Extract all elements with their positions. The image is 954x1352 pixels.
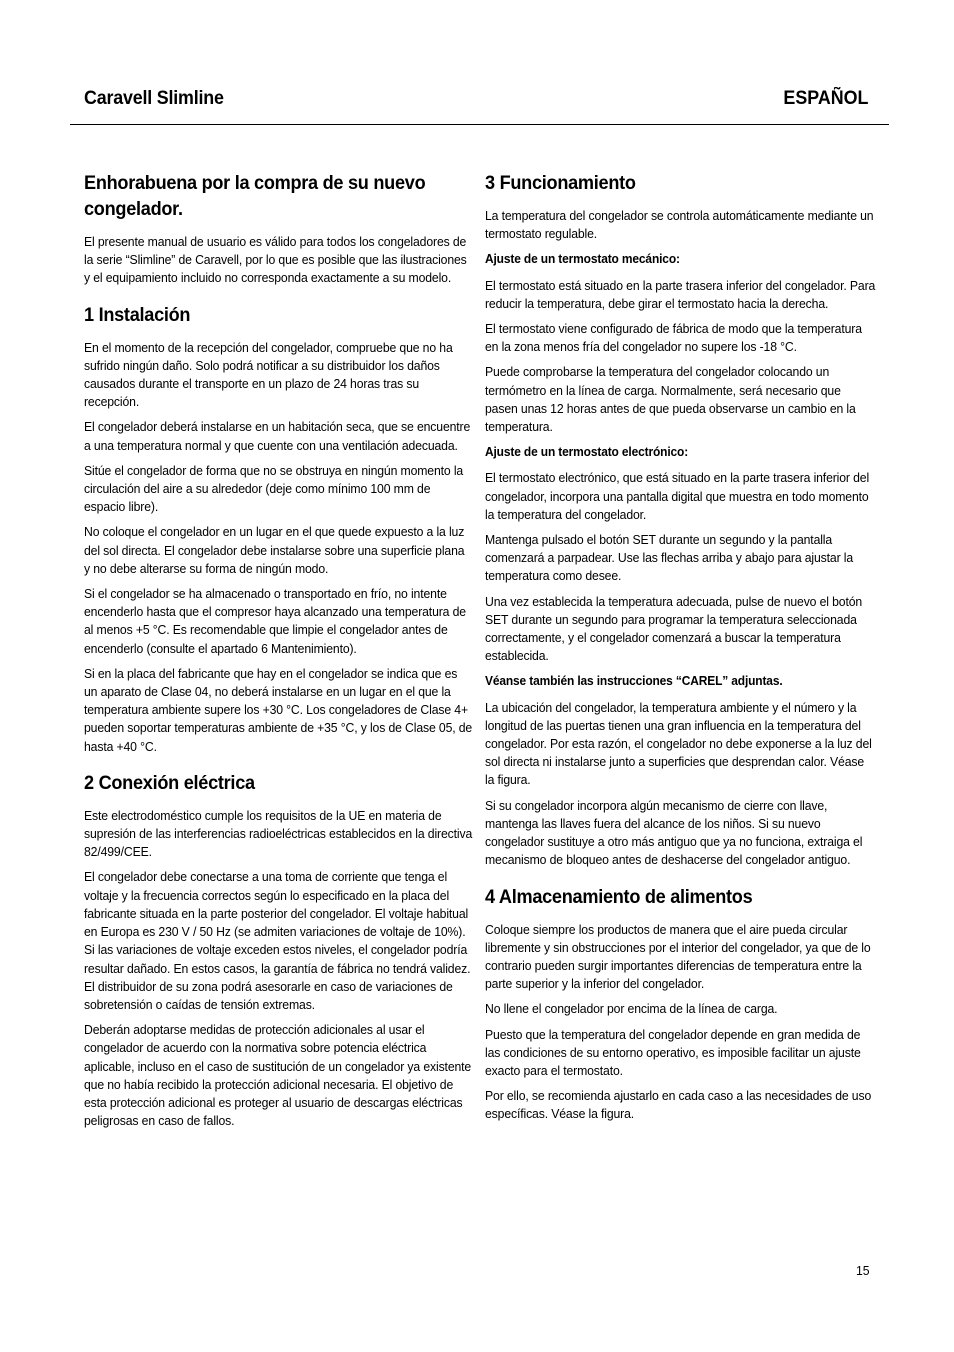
installation-paragraph: No coloque el congelador en un lugar en el que quede expuesto a la luz del sol directa. El congelador debe instalarse sobre una superficie plana y no debe alterarse su forma de ningún modo. xyxy=(84,524,465,576)
intro-paragraph: El presente manual de usuario es válido para todos los congeladores de la serie “Slimline” de Caravell, por lo que es posible que las ilustraciones y el equipamiento incluido no corresponda exactamente a su modelo. xyxy=(84,234,467,286)
operation-paragraph: La temperatura del congelador se controla automáticamente mediante un termostato regulable. xyxy=(485,208,874,242)
storage-paragraph: Coloque siempre los productos de manera que el aire pueda circular libremente y sin obstrucciones por el interior del congelador, ya que de lo contrario pueden surgir importantes diferencias de temperatura entre la parte superior y la inferior del congelador. xyxy=(485,921,871,992)
storage-paragraph: Por ello, se recomienda ajustarlo en cada caso a las necesidades de uso específicas. Véase la figura. xyxy=(485,1088,872,1122)
installation-paragraph: Si el congelador se ha almacenado o transportado en frío, no intente encenderlo hasta que el compresor haya alcanzado una temperatura de al menos +5 °C. Es recomendable que limpie el congelador antes de encenderlo (consulte el apartado 6 Mantenimiento). xyxy=(84,586,466,656)
intro-title: Enhorabuena por la compra de su nuevo congelador. xyxy=(84,172,426,220)
language-label: ESPAÑOL xyxy=(782,88,868,109)
storage-paragraph: Puesto que la temperatura del congelador depende en gran medida de las condiciones de su entorno operativo, es imposible facilitar un ajuste exacto para el termostato. xyxy=(485,1026,861,1078)
storage-paragraph: No llene el congelador por encima de la línea de carga. xyxy=(485,1001,778,1017)
page-number: 15 xyxy=(856,1263,870,1278)
page-header xyxy=(70,84,889,125)
mechanical-paragraph: Puede comprobarse la temperatura del congelador colocando un termómetro en la línea de carga. Normalmente, será necesario que pasen unas 12 horas antes de que pueda observarse un cambio en la temperatura. xyxy=(485,364,856,435)
carel-note: Véanse también las instrucciones “CAREL” adjuntas. xyxy=(485,673,783,689)
electronic-paragraph: Mantenga pulsado el botón SET durante un segundo y la pantalla comenzará a parpadear. Use las flechas arriba y abajo para ajustar la temperatura como desee. xyxy=(485,532,854,584)
electrical-paragraph: Deberán adoptarse medidas de protección adicionales al usar el congelador de acuerdo con la normativa sobre potencia eléctrica aplicable, incluso en el caso de sustitución de un congelador ya existente que no había recibido la protección adicional necesaria. El objetivo de esta protección adicional es proteger al usuario de descargas eléctricas peligrosas en caso de fallos. xyxy=(84,1022,472,1129)
right-column xyxy=(485,170,875,1131)
electronic-paragraph: Una vez establecida la temperatura adecuada, pulse de nuevo el botón SET durante un segundo para programar la temperatura seleccionada correctamente, y el congelador comenzará a buscar la temperatura establecida. xyxy=(485,593,863,664)
installation-paragraph: Sitúe el congelador de forma que no se obstruya en ningún momento la circulación del aire a su alrededor (deje como mínimo 100 mm de espacio libre). xyxy=(84,462,464,515)
installation-paragraph: Si en la placa del fabricante que hay en el congelador se indica que es un aparato de Clase 04, no deberá instalarse en un lugar en el que la temperatura ambiente supere los +30 °C. Los congeladores de Clase 4+ pueden soportar temperaturas ambiente de +35 °C, y los de Clase 05, de hasta +40 °C. xyxy=(84,665,473,754)
electrical-paragraph: El congelador debe conectarse a una toma de corriente que tenga el voltaje y la frecuencia correctos según lo especificado en la placa del fabricante situada en la parte posterior del congelador. El voltaje habitual en Europa es 230 V / 50 Hz (se admiten variaciones de voltaje de 10%). Si las variaciones de voltaje exceden estos niveles, el congelador podría resultar dañado. En estos casos, la garantía de fábrica no tendrá validez. El distribuidor de su zona podrá asesorarle en caso de variaciones de sobretensión o caídas de tensión extremas. xyxy=(84,869,471,1012)
left-column xyxy=(84,170,472,1137)
mechanical-thermostat-heading: Ajuste de un termostato mecánico: xyxy=(485,251,680,267)
operation-paragraph: La ubicación del congelador, la temperatura ambiente y el número y la longitud de las puertas tienen una gran influencia en la temperatura del congelador. Por esta razón, el congelador no debe exponerse a la luz del sol directa ni instalarse junto a superficies que desprendan calor. Véase la figura. xyxy=(485,699,872,788)
brand-title: Caravell Slimline xyxy=(84,88,224,109)
electronic-paragraph: El termostato electrónico, que está situado en la parte trasera inferior del congelador, incorpora una pantalla digital que muestra en todo momento la temperatura del congelador. xyxy=(485,470,870,522)
operation-title: 3 Funcionamiento xyxy=(485,172,636,194)
mechanical-paragraph: El termostato está situado en la parte trasera inferior del congelador. Para reducir la temperatura, debe girar el termostato hacia la derecha. xyxy=(485,277,876,311)
installation-paragraph: El congelador deberá instalarse en un habitación seca, que se encuentre a una temperatura normal y que cuente con una ventilación adecuada. xyxy=(84,419,471,453)
storage-title: 4 Almacenamiento de alimentos xyxy=(485,885,753,908)
electrical-title: 2 Conexión eléctrica xyxy=(84,771,255,794)
operation-paragraph: Si su congelador incorpora algún mecanismo de cierre con llave, mantenga las llaves fuera del alcance de los niños. Si su nuevo congelador sustituye a otro más antiguo que ya no funciona, extraiga el mecanismo de bloqueo antes de deshacerse del congelador antiguo. xyxy=(485,797,863,868)
mechanical-paragraph: El termostato viene configurado de fábrica de modo que la temperatura en la zona menos fría del congelador no supere los -18 °C. xyxy=(485,321,862,355)
installation-title: 1 Instalación xyxy=(84,303,191,326)
electrical-paragraph: Este electrodoméstico cumple los requisitos de la UE en materia de supresión de las interferencias radioeléctricas establecidos en la directiva 82/499/CEE. xyxy=(84,807,473,860)
electronic-thermostat-heading: Ajuste de un termostato electrónico: xyxy=(485,444,689,460)
installation-paragraph: En el momento de la recepción del congelador, compruebe que no ha sufrido ningún daño. Solo podrá notificar a su distribuidor los daños causados durante el transporte en un plazo de 24 horas tras su recepción. xyxy=(84,339,453,410)
